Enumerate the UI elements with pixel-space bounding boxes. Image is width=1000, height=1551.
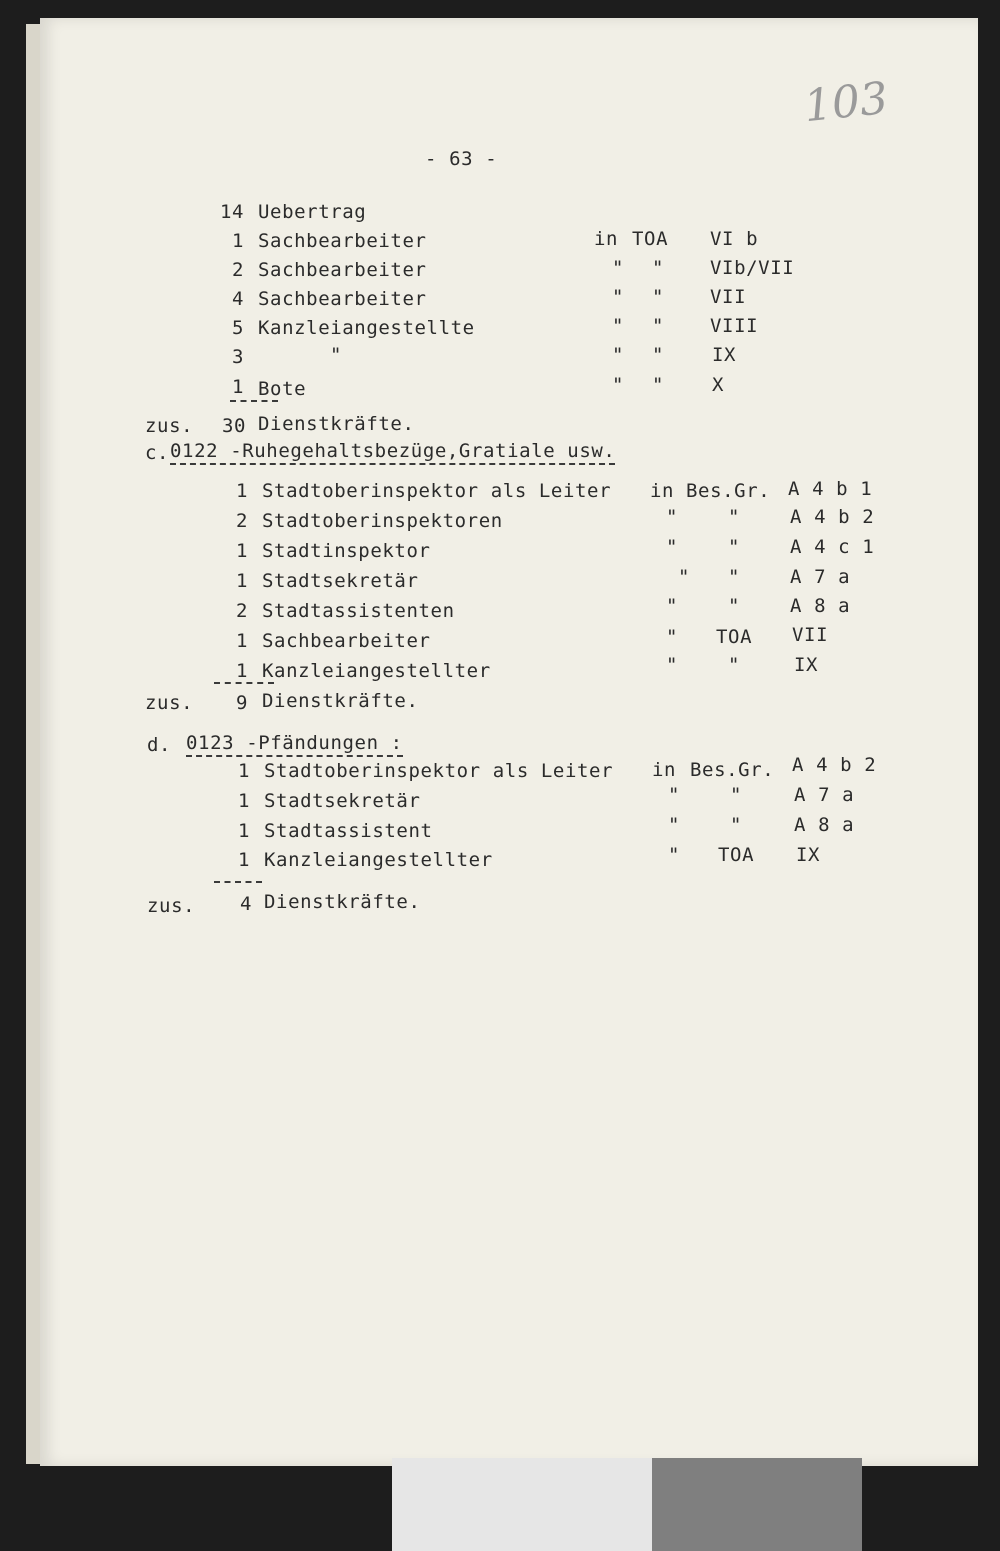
row-scale: " bbox=[730, 814, 743, 836]
row-title: Stadtinspektor bbox=[262, 540, 431, 562]
row-group: VIII bbox=[710, 315, 759, 337]
total-count: 9 bbox=[236, 692, 249, 714]
underline-dashes bbox=[230, 400, 278, 402]
row-in: " bbox=[668, 784, 681, 806]
row-count: 1 bbox=[236, 540, 249, 562]
row-title: Kanzleiangestellter bbox=[262, 660, 491, 682]
section-letter: d. bbox=[147, 734, 172, 756]
row-group: A 7 a bbox=[794, 784, 855, 806]
row-in: " bbox=[666, 595, 679, 617]
row-count: 4 bbox=[232, 288, 245, 310]
row-title: " bbox=[330, 344, 343, 366]
row-in: " bbox=[612, 315, 625, 337]
total-label: Dienstkräfte. bbox=[262, 690, 419, 712]
row-title: Kanzleiangestellter bbox=[264, 849, 493, 871]
row-group: A 4 b 2 bbox=[792, 754, 877, 776]
row-count: 1 bbox=[238, 849, 251, 871]
row-count: 2 bbox=[236, 600, 249, 622]
row-title: Stadtoberinspektor als Leiter bbox=[262, 480, 612, 502]
row-group: IX bbox=[794, 654, 819, 676]
row-title: Kanzleiangestellte bbox=[258, 317, 475, 339]
row-title: Stadtassistenten bbox=[262, 600, 455, 622]
row-count: 1 bbox=[236, 630, 249, 652]
row-scale: Bes.Gr. bbox=[686, 480, 771, 502]
total-label: Dienstkräfte. bbox=[264, 891, 421, 913]
row-group: VI b bbox=[710, 228, 759, 250]
row-in: in bbox=[594, 228, 619, 250]
row-scale: " bbox=[652, 344, 665, 366]
row-group: X bbox=[712, 374, 725, 396]
row-count: 2 bbox=[232, 259, 245, 281]
row-title: Bote bbox=[258, 378, 307, 400]
row-in: " bbox=[612, 286, 625, 308]
row-scale: TOA bbox=[632, 228, 669, 250]
row-in: " bbox=[666, 654, 679, 676]
row-count: 14 bbox=[220, 201, 245, 223]
row-in: " bbox=[668, 814, 681, 836]
row-title: Sachbearbeiter bbox=[262, 630, 431, 652]
calibration-strip-white bbox=[392, 1458, 652, 1551]
row-group: IX bbox=[712, 344, 737, 366]
total-count: 4 bbox=[240, 893, 253, 915]
row-count: 1 bbox=[238, 790, 251, 812]
row-count: 1 bbox=[238, 820, 251, 842]
calibration-strip-gray bbox=[652, 1458, 862, 1551]
page-number: - 63 - bbox=[425, 148, 498, 170]
total-count: 30 bbox=[222, 415, 247, 437]
row-group: IX bbox=[796, 844, 821, 866]
row-scale: " bbox=[728, 566, 741, 588]
row-scale: " bbox=[652, 315, 665, 337]
row-scale: " bbox=[652, 286, 665, 308]
section-heading: 0123 -Pfändungen : bbox=[186, 732, 403, 757]
row-scale: Bes.Gr. bbox=[690, 759, 775, 781]
row-group: A 8 a bbox=[790, 595, 851, 617]
row-title: Stadtoberinspektor als Leiter bbox=[264, 760, 614, 782]
row-count: 1 bbox=[232, 376, 245, 398]
row-count: 1 bbox=[232, 230, 245, 252]
total-prefix: zus. bbox=[145, 415, 194, 437]
row-count: 1 bbox=[236, 570, 249, 592]
row-title: Stadtassistent bbox=[264, 820, 433, 842]
row-scale: TOA bbox=[716, 626, 753, 648]
document-page bbox=[40, 18, 978, 1466]
row-group: A 4 b 2 bbox=[790, 506, 875, 528]
row-count: 1 bbox=[238, 760, 251, 782]
row-in: " bbox=[612, 257, 625, 279]
total-label: Dienstkräfte. bbox=[258, 413, 415, 435]
row-in: " bbox=[668, 844, 681, 866]
row-in: in bbox=[652, 759, 677, 781]
row-title: Sachbearbeiter bbox=[258, 230, 427, 252]
row-scale: " bbox=[728, 536, 741, 558]
row-in: " bbox=[666, 506, 679, 528]
section-letter: c. bbox=[145, 442, 170, 464]
row-count: 1 bbox=[236, 660, 249, 682]
underline-dashes bbox=[214, 682, 274, 684]
row-title: Stadtsekretär bbox=[264, 790, 421, 812]
row-in: " bbox=[612, 374, 625, 396]
row-count: 2 bbox=[236, 510, 249, 532]
total-prefix: zus. bbox=[147, 895, 196, 917]
total-prefix: zus. bbox=[145, 692, 194, 714]
row-scale: " bbox=[652, 257, 665, 279]
row-scale: TOA bbox=[718, 844, 755, 866]
row-group: A 8 a bbox=[794, 814, 855, 836]
row-in: " bbox=[678, 566, 691, 588]
row-group: A 4 c 1 bbox=[790, 536, 875, 558]
row-scale: " bbox=[728, 595, 741, 617]
row-group: A 4 b 1 bbox=[788, 478, 873, 500]
row-title: Sachbearbeiter bbox=[258, 259, 427, 281]
row-title: Uebertrag bbox=[258, 201, 367, 223]
row-group: VIb/VII bbox=[710, 257, 795, 279]
row-in: " bbox=[666, 536, 679, 558]
row-scale: " bbox=[652, 374, 665, 396]
row-scale: " bbox=[728, 506, 741, 528]
row-count: 1 bbox=[236, 480, 249, 502]
row-group: A 7 a bbox=[790, 566, 851, 588]
row-in: " bbox=[612, 344, 625, 366]
folio-number: 103 bbox=[801, 72, 891, 133]
row-scale: " bbox=[730, 784, 743, 806]
row-title: Stadtoberinspektoren bbox=[262, 510, 503, 532]
row-count: 3 bbox=[232, 346, 245, 368]
row-scale: " bbox=[728, 654, 741, 676]
row-in: in bbox=[650, 480, 675, 502]
row-in: " bbox=[666, 626, 679, 648]
section-heading: 0122 -Ruhegehaltsbezüge,Gratiale usw. bbox=[170, 440, 615, 465]
row-count: 5 bbox=[232, 317, 245, 339]
row-title: Sachbearbeiter bbox=[258, 288, 427, 310]
underline-dashes bbox=[214, 881, 262, 883]
row-title: Stadtsekretär bbox=[262, 570, 419, 592]
row-group: VII bbox=[792, 624, 829, 646]
row-group: VII bbox=[710, 286, 747, 308]
